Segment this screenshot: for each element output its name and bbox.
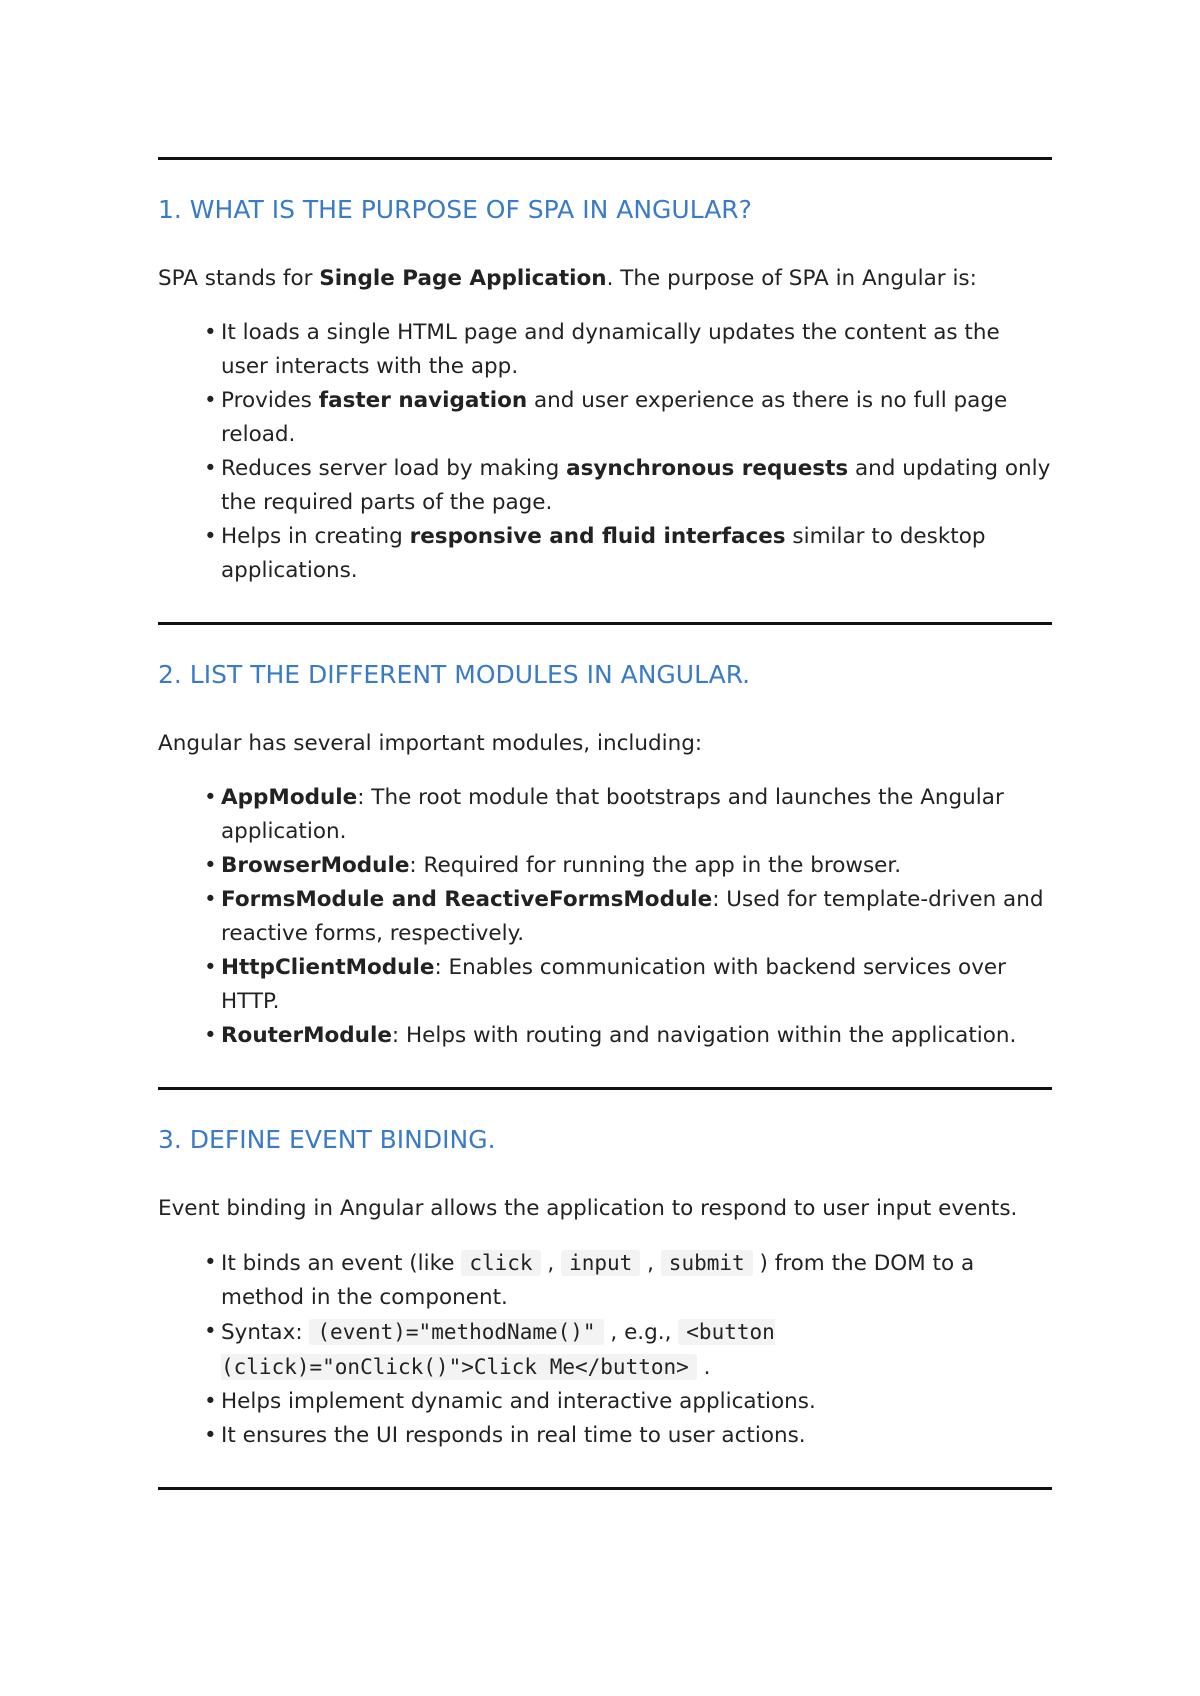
list-item <box>204 1419 1052 1453</box>
section-heading: 2. LIST THE DIFFERENT MODULES IN ANGULAR. <box>158 660 751 689</box>
intro-text: . The purpose of SPA in Angular is: <box>606 266 977 291</box>
list-item <box>204 1385 1052 1419</box>
bullet-list <box>158 1246 1052 1453</box>
section-intro: Angular has several important modules, including: <box>158 731 703 756</box>
section-intro <box>158 262 1052 296</box>
item-text: It loads a single HTML page and dynamically updates the content as the user interacts with the app. <box>221 320 1000 379</box>
item-text: Syntax: <box>221 1320 310 1345</box>
section-heading: 1. WHAT IS THE PURPOSE OF SPA IN ANGULAR? <box>158 195 752 224</box>
item-text: It binds an event (like <box>221 1251 462 1276</box>
item-text: and updating only the required parts of the page. <box>221 456 1051 515</box>
document-page <box>158 157 1052 1490</box>
item-text: similar to desktop applications. <box>221 524 986 583</box>
module-name: HttpClientModule <box>221 955 435 980</box>
item-text: ) from the DOM to a method in the component. <box>221 1251 975 1310</box>
module-name: RouterModule <box>221 1023 392 1048</box>
item-text: , <box>640 1251 661 1276</box>
list-item <box>204 384 1052 452</box>
list-item <box>204 452 1052 520</box>
section-heading: 3. DEFINE EVENT BINDING. <box>158 1125 496 1154</box>
module-description: : Used for template-driven and reactive forms, respectively. <box>221 887 1044 946</box>
item-text: It ensures the UI responds in real time to user actions. <box>221 1423 806 1448</box>
inline-code: <button (click)="onClick()">Click Me</button> <box>221 1320 775 1379</box>
item-text: Reduces server load by making <box>221 456 567 481</box>
module-name: BrowserModule <box>221 853 410 878</box>
item-text: Helps in creating <box>221 524 410 549</box>
divider <box>158 1487 1052 1490</box>
intro-text: SPA stands for <box>158 266 320 291</box>
module-description: : Enables communication with backend services over HTTP. <box>221 955 1006 1014</box>
item-text: Helps implement dynamic and interactive applications. <box>221 1389 816 1414</box>
item-text: , e.g., <box>603 1320 679 1345</box>
module-name: FormsModule and ReactiveFormsModule <box>221 887 713 912</box>
inline-code: click <box>461 1250 540 1276</box>
item-bold-text: faster navigation <box>318 388 528 413</box>
item-text: , <box>540 1251 562 1276</box>
list-item <box>204 1315 1052 1385</box>
section-event-binding <box>158 1090 1052 1487</box>
intro-bold-text: Single Page Application <box>319 266 607 291</box>
module-description: : The root module that bootstraps and launches the Angular application. <box>221 785 1004 844</box>
inline-code: input <box>561 1250 640 1276</box>
list-item <box>204 951 1052 1019</box>
inline-code: (event)="methodName()" <box>309 1319 603 1345</box>
bullet-list <box>158 781 1052 1053</box>
module-description: : Required for running the app in the browser. <box>409 853 902 878</box>
section-spa-purpose <box>158 160 1052 622</box>
item-text: . <box>696 1355 711 1380</box>
section-intro: Event binding in Angular allows the application to respond to user input events. <box>158 1196 1018 1221</box>
list-item <box>204 1019 1052 1053</box>
list-item <box>204 883 1052 951</box>
inline-code: submit <box>661 1250 753 1276</box>
list-item <box>204 520 1052 588</box>
list-item <box>204 849 1052 883</box>
module-name: AppModule <box>221 785 358 810</box>
section-angular-modules <box>158 625 1052 1087</box>
list-item <box>204 1246 1052 1315</box>
list-item <box>204 316 1052 384</box>
bullet-list <box>158 316 1052 588</box>
item-text: Provides <box>221 388 319 413</box>
list-item <box>204 781 1052 849</box>
item-bold-text: responsive and fluid interfaces <box>409 524 786 549</box>
module-description: : Helps with routing and navigation within the application. <box>391 1023 1017 1048</box>
item-bold-text: asynchronous requests <box>566 456 849 481</box>
item-text: and user experience as there is no full page reload. <box>221 388 1008 447</box>
